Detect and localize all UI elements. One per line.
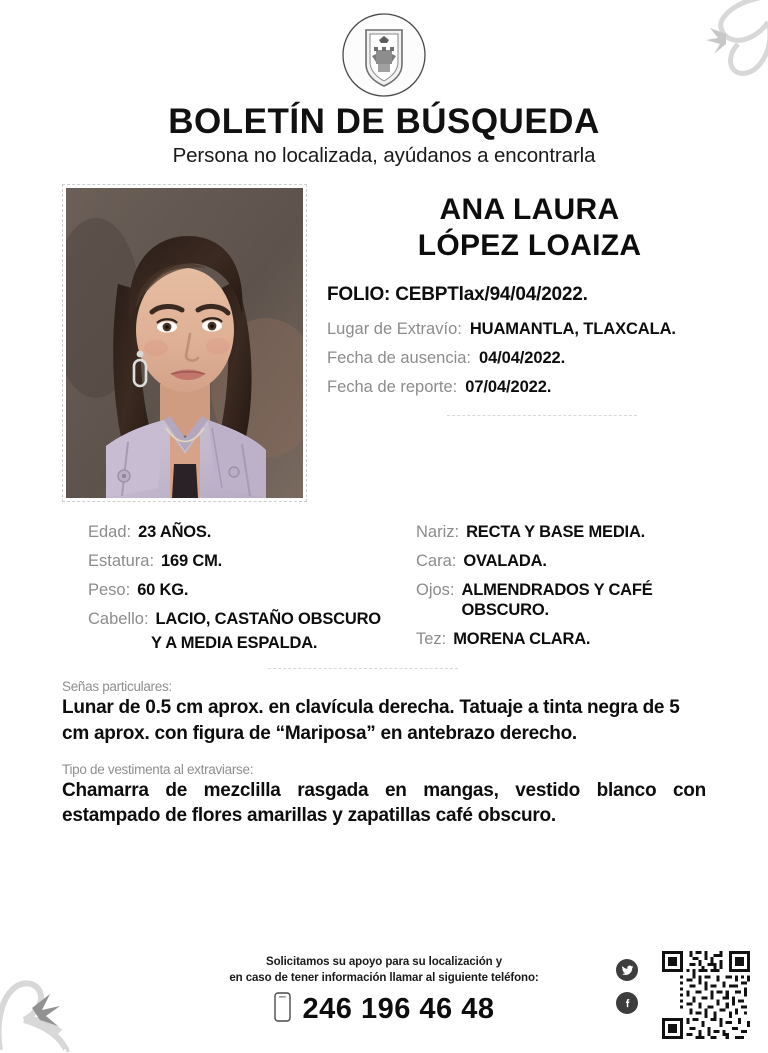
trait-value: ALMENDRADOS Y CAFÉ OBSCURO. xyxy=(461,581,653,620)
page-subtitle: Persona no localizada, ayúdanos a encontrarla xyxy=(172,143,596,167)
clothing-label: Tipo de vestimenta al extraviarse: xyxy=(62,761,254,777)
trait-label: Nariz: xyxy=(416,522,460,541)
tlaxcala-coat-of-arms-seal xyxy=(341,12,427,98)
person-photo-frame xyxy=(62,184,307,502)
case-field-label: Lugar de Extravío: xyxy=(327,319,462,338)
folio xyxy=(327,284,738,306)
footer-appeal xyxy=(0,955,768,1027)
trait-label: Estatura: xyxy=(88,551,155,570)
case-fields xyxy=(327,320,738,397)
trait-row xyxy=(88,551,400,571)
traits-right-column xyxy=(400,522,728,659)
person-photo xyxy=(66,188,303,498)
trait-row xyxy=(416,580,728,620)
case-info xyxy=(307,184,738,502)
trait-value-continuation: Y A MEDIA ESPALDA. xyxy=(151,634,318,653)
trait-row xyxy=(88,609,400,629)
folio-value: CEBPTlax/94/04/2022. xyxy=(395,283,588,305)
contact-phone-number[interactable]: 246 196 46 48 xyxy=(302,993,495,1026)
case-field-label: Fecha de reporte: xyxy=(327,377,458,396)
footer-appeal-line1: Solicitamos su apoyo para su localización y xyxy=(266,956,502,968)
bulletin-header xyxy=(0,0,768,168)
case-field-row xyxy=(327,320,738,339)
section-divider xyxy=(447,415,637,416)
social-links xyxy=(616,959,638,1014)
clothing-text: Chamarra de mezclilla rasgada en mangas, vestido blanco con estampado de flores amarillas y zapatillas café obscuro. xyxy=(62,779,706,827)
footer-appeal-line2: en caso de tener información llamar al siguiente teléfono: xyxy=(229,971,539,984)
case-field-row xyxy=(327,378,738,397)
upper-section xyxy=(0,184,768,502)
qr-code[interactable] xyxy=(662,951,750,1039)
physical-traits xyxy=(0,522,768,659)
trait-value: LACIO, CASTAÑO OBSCURO xyxy=(155,610,381,629)
case-field-row xyxy=(327,349,738,368)
trait-label: Cabello: xyxy=(88,610,149,629)
trait-label: Cara: xyxy=(416,551,457,570)
trait-row xyxy=(416,629,728,649)
clothing-section xyxy=(0,762,768,829)
person-last-names: LÓPEZ LOAIZA xyxy=(417,228,642,262)
folio-label: FOLIO: xyxy=(327,283,391,305)
trait-label: Edad: xyxy=(88,522,132,541)
page-title: BOLETÍN DE BÚSQUEDA xyxy=(168,102,600,141)
trait-row xyxy=(416,551,728,571)
smartphone-icon xyxy=(274,992,291,1027)
distinguishing-marks-label: Señas particulares: xyxy=(62,679,172,695)
facebook-icon[interactable] xyxy=(616,992,638,1014)
case-field-value: HUAMANTLA, TLAXCALA. xyxy=(469,319,676,338)
case-field-value: 07/04/2022. xyxy=(465,377,552,396)
case-field-label: Fecha de ausencia: xyxy=(327,348,472,367)
trait-label: Peso: xyxy=(88,581,131,599)
trait-value: RECTA Y BASE MEDIA. xyxy=(466,522,646,541)
trait-value: 169 CM. xyxy=(161,551,223,570)
person-name xyxy=(327,192,738,264)
trait-row xyxy=(88,580,400,600)
trait-value: 23 AÑOS. xyxy=(138,522,212,541)
twitter-icon[interactable] xyxy=(616,959,638,981)
trait-row xyxy=(416,522,728,542)
person-first-names: ANA LAURA xyxy=(439,192,620,226)
trait-label: Tez: xyxy=(416,630,447,649)
phone-line xyxy=(0,992,768,1027)
trait-value: MORENA CLARA. xyxy=(453,630,591,649)
case-field-value: 04/04/2022. xyxy=(479,348,566,367)
distinguishing-marks-text: Lunar de 0.5 cm aprox. en clavícula derecha. Tatuaje a tinta negra de 5 cm aprox. con figura de “Mariposa” en antebrazo derecho. xyxy=(62,697,680,744)
trait-label: Ojos: xyxy=(416,581,455,599)
trait-value: OVALADA. xyxy=(463,551,547,570)
bulletin-footer xyxy=(0,949,768,1045)
trait-value: 60 KG. xyxy=(137,581,189,599)
trait-row xyxy=(88,522,400,542)
section-divider xyxy=(268,668,458,669)
traits-left-column xyxy=(88,522,400,659)
distinguishing-marks-section xyxy=(0,679,768,746)
